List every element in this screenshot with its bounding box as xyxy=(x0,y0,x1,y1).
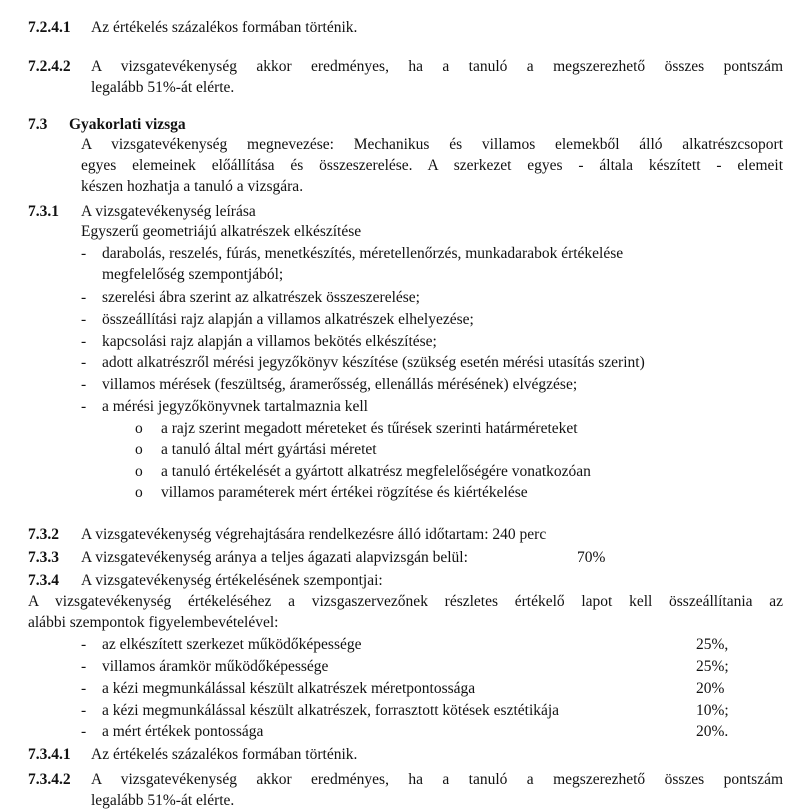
list-item: adott alkatrészről mérési jegyzőkönyv készítése (szükség esetén mérési utasítás szerint) xyxy=(102,354,645,371)
dash-bullet: - xyxy=(81,333,87,350)
dash-bullet: - xyxy=(81,723,87,740)
section-number: 7.3 xyxy=(28,116,48,133)
criterion-value: 20% xyxy=(696,680,725,697)
ratio-value: 70% xyxy=(577,549,606,566)
paragraph-line: A vizsgatevékenység megnevezése: Mechanikus és villamos elemekből álló alkatrészcsoport xyxy=(81,136,783,153)
criterion-label: az elkészített szerkezet működőképessége xyxy=(102,636,362,653)
list-item: összeállítási rajz alapján a villamos alkatrészek elhelyezése; xyxy=(102,311,474,328)
list-item: a mérési jegyzőkönyvnek tartalmaznia kell xyxy=(102,398,368,415)
section-text-line: A vizsgatevékenység akkor eredményes, ha a tanuló a megszerezhető összes pontszám xyxy=(91,771,783,788)
paragraph-line: egyes elemeinek előállítása és összeszerelése. A szerkezet egyes - általa készített - elemeit xyxy=(81,157,783,174)
criterion-label: a kézi megmunkálással készült alkatrészek, forrasztott kötések esztétikája xyxy=(102,702,560,719)
list-item: darabolás, reszelés, fúrás, menetkészítés, méretellenőrzés, munkadarabok értékelése xyxy=(102,245,624,262)
list-item: szerelési ábra szerint az alkatrészek összeszerelése; xyxy=(102,289,420,306)
section-number: 7.3.2 xyxy=(28,526,59,543)
section-text: A vizsgatevékenység végrehajtására rendelkezésre álló időtartam: 240 perc xyxy=(81,526,547,543)
section-title: Gyakorlati vizsga xyxy=(69,116,186,133)
dash-bullet: - xyxy=(81,245,87,262)
sub-list-item: villamos paraméterek mért értékei rögzítése és kiértékelése xyxy=(161,484,528,501)
criterion-value: 25%; xyxy=(696,658,729,675)
dash-bullet: - xyxy=(81,376,87,393)
criterion-value: 10%; xyxy=(696,702,729,719)
dash-bullet: - xyxy=(81,680,87,697)
section-text: A vizsgatevékenység aránya a teljes ágazati alapvizsgán belül: xyxy=(81,549,468,566)
circle-bullet: o xyxy=(135,441,143,458)
subheading: Egyszerű geometriájú alkatrészek elkészítése xyxy=(81,223,362,240)
section-number: 7.3.4 xyxy=(28,572,59,589)
section-text-line: A vizsgatevékenység akkor eredményes, ha a tanuló a megszerezhető összes pontszám xyxy=(91,58,783,75)
section-number: 7.3.4.2 xyxy=(28,771,71,788)
criterion-value: 25%, xyxy=(696,636,729,653)
criterion-label: villamos áramkör működőképessége xyxy=(102,658,329,675)
circle-bullet: o xyxy=(135,420,143,437)
paragraph-line: alábbi szempontok figyelembevételével: xyxy=(28,614,279,631)
dash-bullet: - xyxy=(81,702,87,719)
sub-list-item: a tanuló által mért gyártási méretet xyxy=(161,441,377,458)
list-item: megfelelőség szempontjából; xyxy=(102,266,284,283)
section-text: Az értékelés százalékos formában történik. xyxy=(91,746,358,763)
list-item: kapcsolási rajz alapján a villamos bekötés elkészítése; xyxy=(102,333,437,350)
section-number: 7.2.4.2 xyxy=(28,58,71,75)
circle-bullet: o xyxy=(135,463,143,480)
dash-bullet: - xyxy=(81,289,87,306)
section-number: 7.3.1 xyxy=(28,203,59,220)
dash-bullet: - xyxy=(81,311,87,328)
criterion-label: a mért értékek pontossága xyxy=(102,723,264,740)
section-text-line: legalább 51%-át elérte. xyxy=(91,79,235,96)
circle-bullet: o xyxy=(135,484,143,501)
section-number: 7.3.4.1 xyxy=(28,746,71,763)
section-number: 7.2.4.1 xyxy=(28,19,71,36)
dash-bullet: - xyxy=(81,354,87,371)
section-title: A vizsgatevékenység értékelésének szempontjai: xyxy=(81,572,383,589)
section-title: A vizsgatevékenység leírása xyxy=(81,203,256,220)
dash-bullet: - xyxy=(81,398,87,415)
list-item: villamos mérések (feszültség, áramerősség, ellenállás mérésének) elvégzése; xyxy=(102,376,578,393)
section-number: 7.3.3 xyxy=(28,549,59,566)
section-text-line: legalább 51%-át elérte. xyxy=(91,792,235,809)
paragraph-line: készen hozhatja a tanuló a vizsgára. xyxy=(81,178,304,195)
paragraph-line: A vizsgatevékenység értékeléséhez a vizsgaszervezőnek részletes értékelő lapot kell összeállítania az xyxy=(28,593,783,610)
dash-bullet: - xyxy=(81,658,87,675)
section-text: Az értékelés százalékos formában történik. xyxy=(91,19,358,36)
criterion-label: a kézi megmunkálással készült alkatrészek méretpontossága xyxy=(102,680,476,697)
sub-list-item: a rajz szerint megadott méreteket és tűrések szerinti határméreteket xyxy=(161,420,578,437)
criterion-value: 20%. xyxy=(696,723,729,740)
sub-list-item: a tanuló értékelését a gyártott alkatrész megfelelőségére vonatkozóan xyxy=(161,463,591,480)
dash-bullet: - xyxy=(81,636,87,653)
